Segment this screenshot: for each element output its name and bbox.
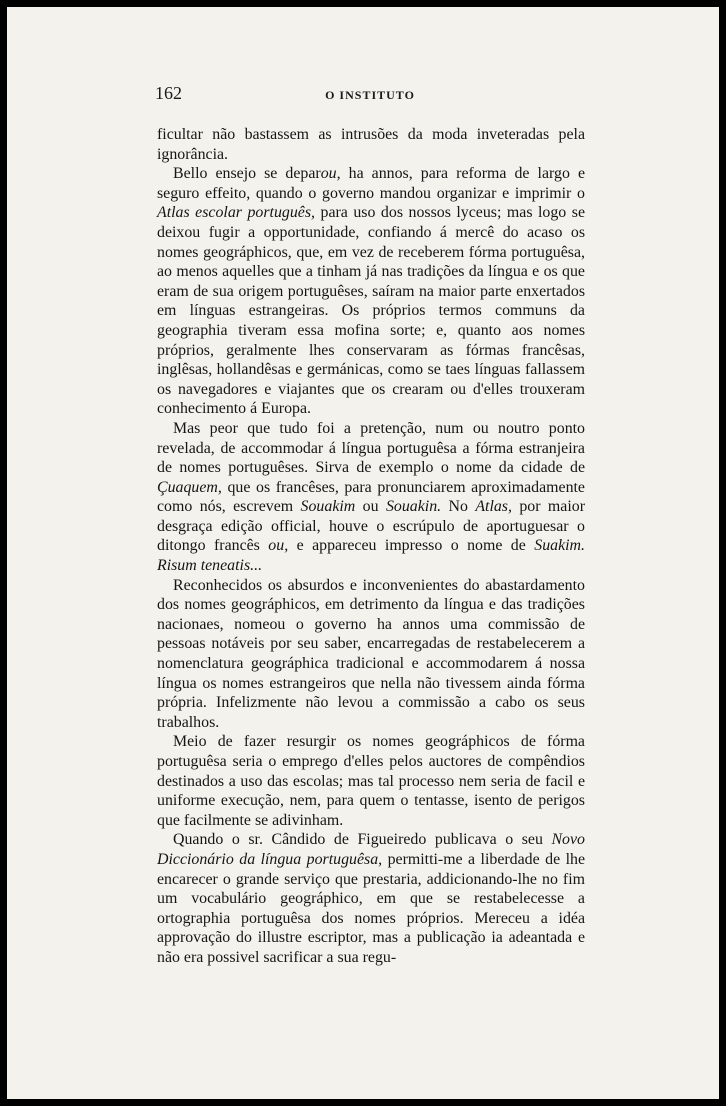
italic-phrase: Novo Diccionário da língua portuguêsa,: [157, 831, 585, 868]
italic-phrase: Souakim: [300, 498, 356, 516]
italic-phrase: Atlas,: [475, 498, 512, 516]
book-page: [7, 7, 719, 1099]
italic-phrase: Çuaquem,: [157, 478, 222, 496]
running-title: O INSTITUTO: [325, 88, 415, 102]
paragraph: ficultar não bastassem as intrusões da moda inveteradas pela ignorância.: [157, 126, 585, 163]
paragraph: Quando o sr. Cândido de Figueiredo publicava o seu Novo Diccionário da língua portuguêsa, permitti-me a liberdade de lhe encarecer o grande serviço que prestaria, addicionando-lhe no fim um vocabulário geográphico, em que se restabelecesse a ortographia portuguêsa dos nomes próprios. Mereceu a idéa approvação do illustre escriptor, mas a publicação ia adeantada e não era possivel sacrificar a sua regu-: [157, 831, 585, 966]
italic-phrase: ou,: [320, 165, 341, 183]
body-text: [157, 125, 585, 968]
italic-phrase: Suakim. Risum teneatis...: [157, 537, 586, 575]
paragraph: Reconhecidos os absurdos e inconvenientes do abastardamento dos nomes geográphicos, em detrimento da língua e das tradições nacionaes, nomeou o governo ha annos uma commissão de pessoas notáveis por seu saber, encarregadas de restabelecerem a nomenclatura geográphica tradicional e accommodarem á nossa língua os nomes estrangeiros que nella não tivessem ainda fórma própria. Infelizmente não levou a commissão a cabo os seus trabalhos.: [157, 576, 585, 731]
italic-phrase: ou,: [268, 537, 289, 555]
italic-phrase: Atlas escolar português,: [157, 204, 315, 222]
page-number: 162: [155, 83, 182, 103]
italic-phrase: Souakin.: [385, 498, 442, 516]
paragraph: Meio de fazer resurgir os nomes geográphicos de fórma portuguêsa seria o emprego d'elles pelos auctores de compêndios destinados a uso das escolas; mas tal processo nem seria de facil e uniforme execução, nem, para quem o tentasse, isento de perigos que facilmente se adivinham.: [157, 733, 585, 829]
page-header: [155, 79, 585, 107]
paragraph: Mas peor que tudo foi a pretenção, num ou noutro ponto revelada, de accommodar á língua portuguêsa a fórma estranjeira de nomes portuguêses. Sirva de exemplo o nome da cidade de Çuaquem, que os francêses, para pronunciarem aproximadamente como nós, escrevem Souakim ou Souakin. No Atlas, por maior desgraça edição official, houve o escrúpulo de aportuguesar o ditongo francês ou, e appareceu impresso o nome de Suakim. Risum teneatis...: [157, 419, 586, 575]
paragraph: Bello ensejo se deparou, ha annos, para reforma de largo e seguro effeito, quando o governo mandou organizar e imprimir o Atlas escolar português, para uso dos nossos lyceus; mas logo se deixou fugir a opportunidade, confiando á mercê do acaso os nomes geográphicos, que, em vez de receberem fórma portuguêsa, ao menos aquelles que a tinham já nas tradições da língua e os que eram de sua origem portuguêses, saíram na maior parte enxertados em línguas estrangeiras. Os próprios termos communs da geographia tiveram essa mofina sorte; e, quanto aos nomes próprios, geralmente lhes conservaram as fórmas francêsas, inglêsas, hollandêsas e germánicas, como se taes línguas fallassem os navegadores e viajantes que os crearam ou d'elles trouxeram conhecimento á Europa.: [157, 165, 585, 418]
